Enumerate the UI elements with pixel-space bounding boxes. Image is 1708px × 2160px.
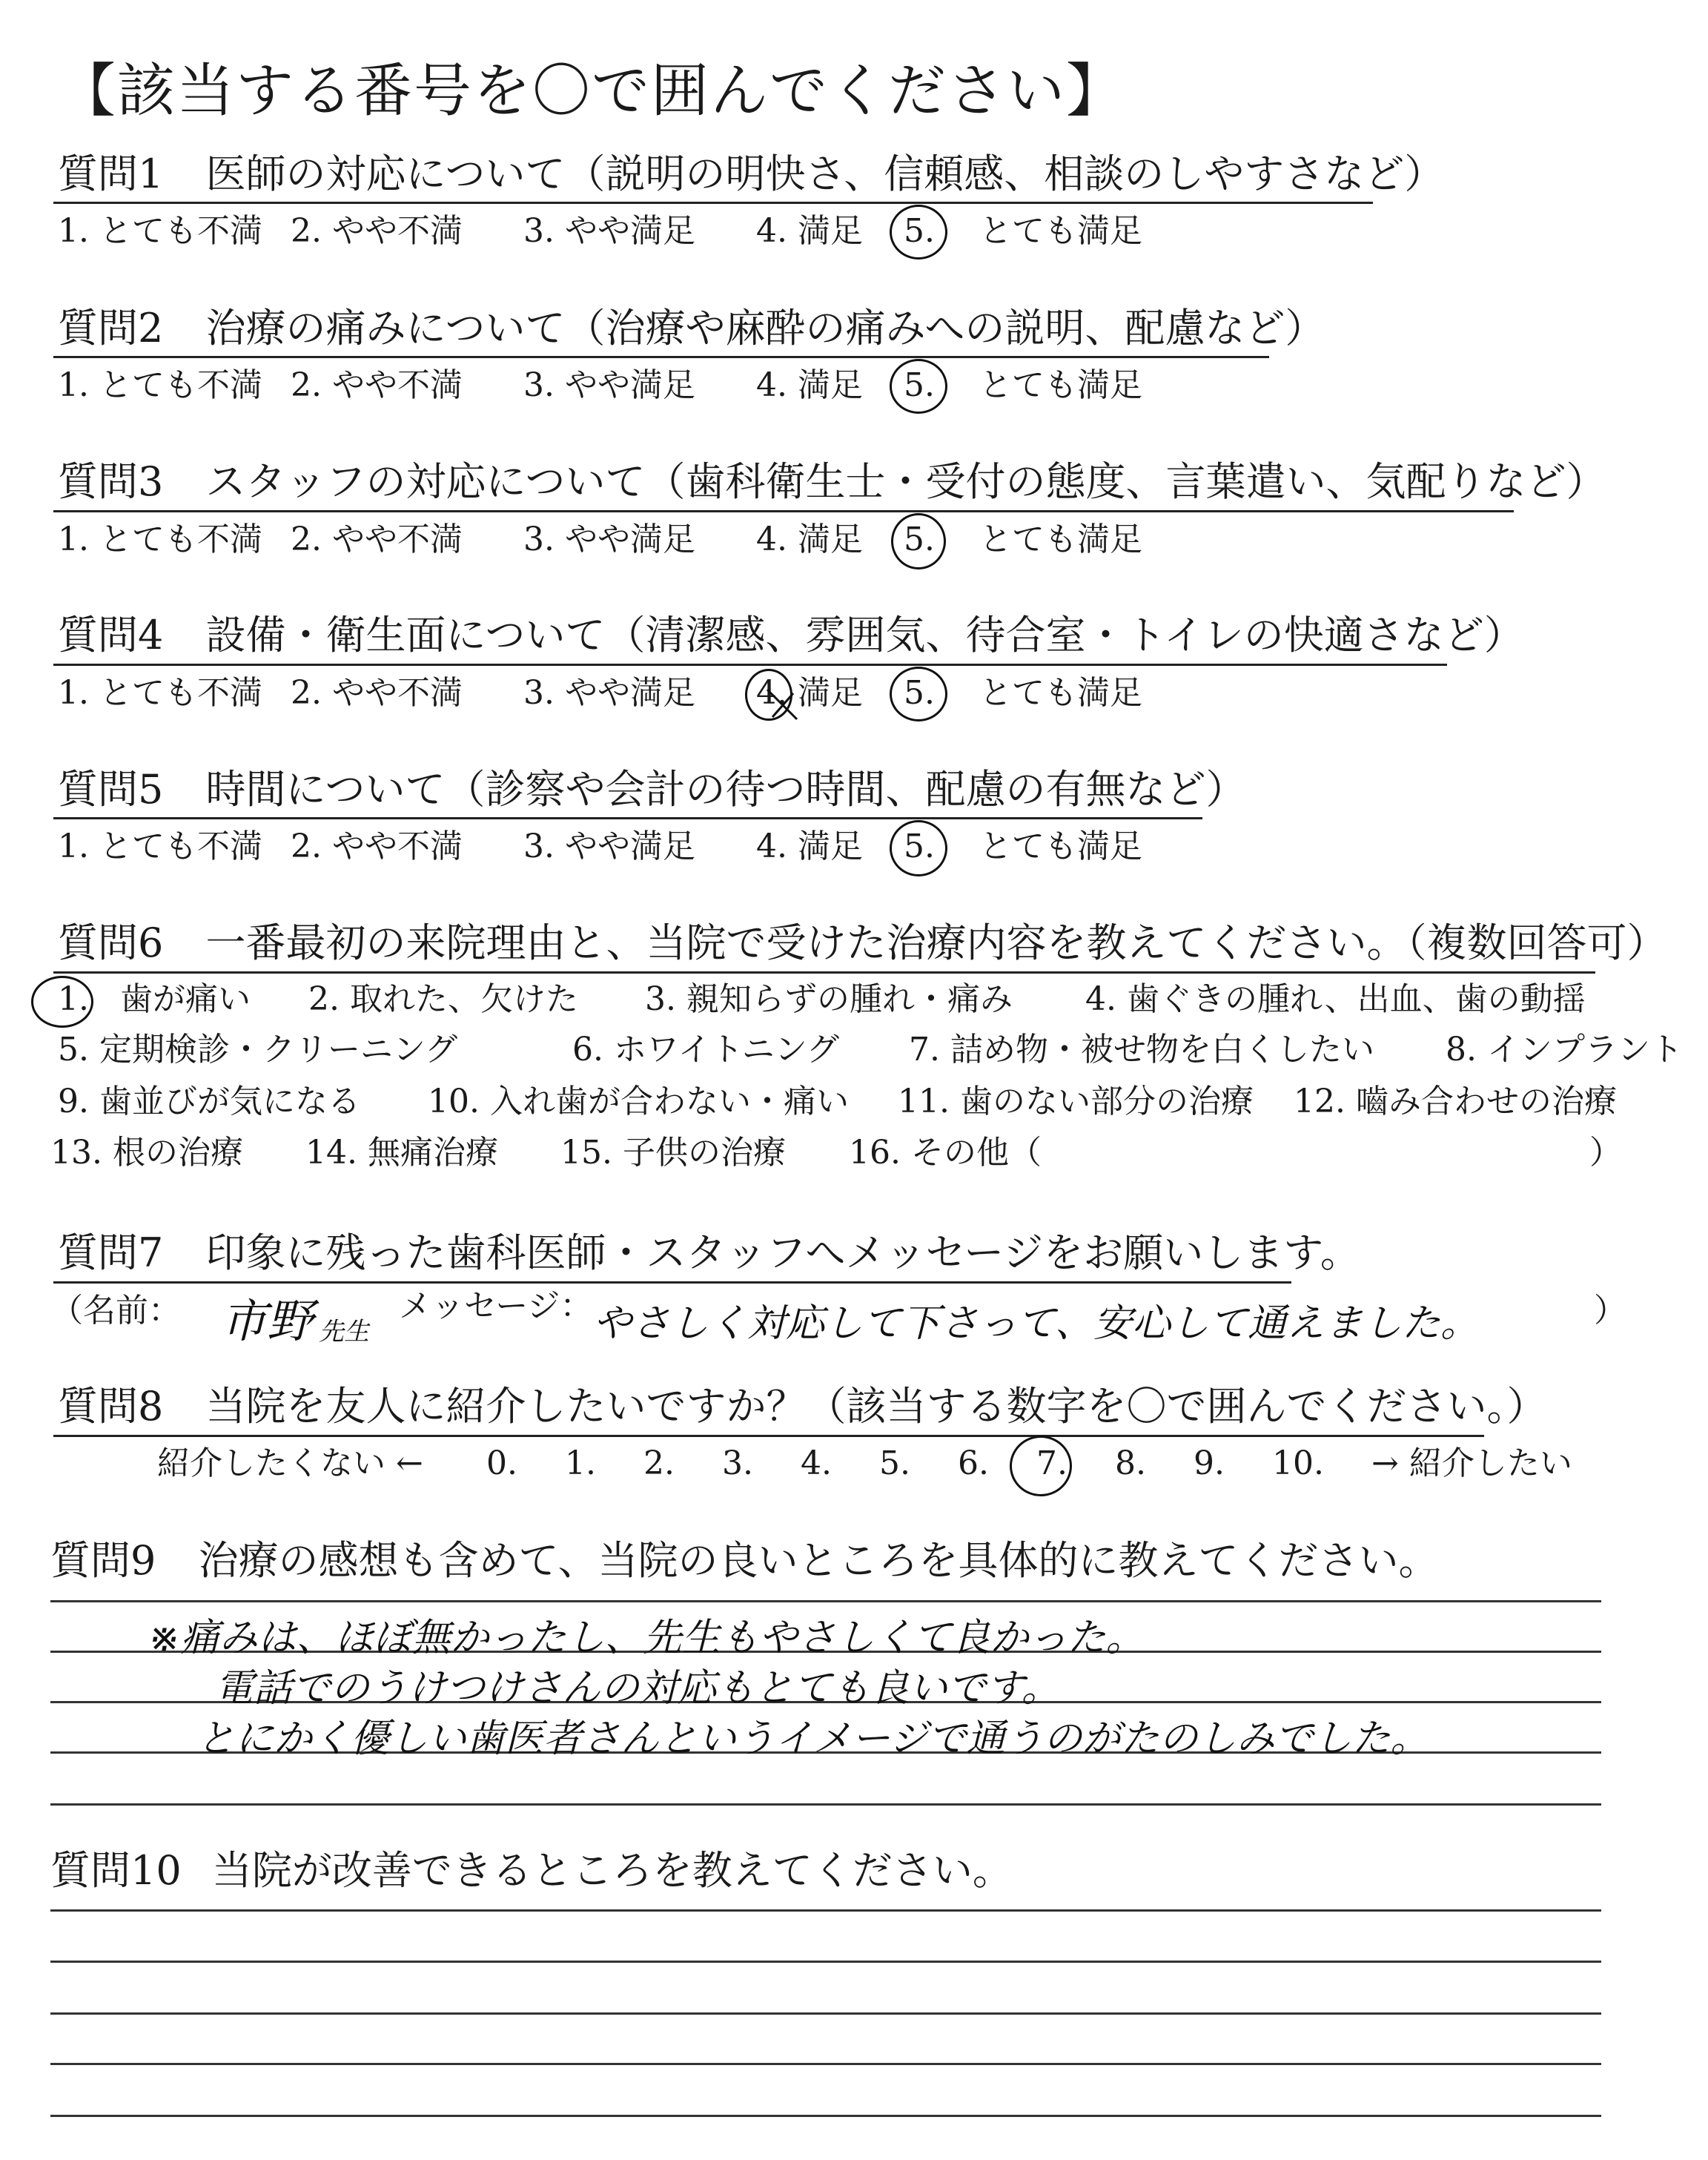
q5-underline <box>53 817 1202 819</box>
q6-row-1 <box>58 977 1586 1022</box>
q10-answer-line-4 <box>50 2063 1601 2065</box>
q2-options <box>58 363 1142 408</box>
q3-selection-circle <box>891 513 946 569</box>
q6-option-10[interactable]: 10. 入れ歯が合わない・痛い <box>428 1083 849 1120</box>
form-header: 【該当する番号を〇で囲んでください】 <box>58 58 1126 125</box>
q3-title-row <box>58 456 1606 508</box>
q2-option-4[interactable]: 4. 満足 <box>756 366 863 404</box>
q10-answer-line-2 <box>50 1961 1601 1963</box>
q4-option-4[interactable]: 4. 満足 <box>756 674 863 712</box>
q9-answer-text-3: とにかく優しい歯医者さんというイメージで通うのがたのしみでした。 <box>196 1717 1429 1761</box>
q6-option-12[interactable]: 12. 嚙み合わせの治療 <box>1294 1083 1617 1120</box>
q3-label: 質問3 <box>58 458 164 505</box>
q9-label: 質問9 <box>50 1537 156 1584</box>
q6-option-2[interactable]: 2. 取れた、欠けた <box>308 980 578 1018</box>
q2-label: 質問2 <box>58 305 164 351</box>
q8-selection-circle <box>1010 1436 1072 1496</box>
q1-title-row <box>58 148 1444 200</box>
q5-label: 質問5 <box>58 766 164 813</box>
q6-underline <box>53 971 1595 974</box>
q10-label: 質問10 <box>50 1847 182 1894</box>
q9-title-row <box>50 1535 1438 1587</box>
q1-option-2[interactable]: 2. やや不満 <box>291 212 463 250</box>
q1-label: 質問1 <box>58 151 164 197</box>
q7-name-label: （名前： <box>50 1292 181 1330</box>
q6-option-11[interactable]: 11. 歯のない部分の治療 <box>898 1083 1254 1120</box>
q7-name-handwritten: 市野 <box>221 1294 314 1348</box>
q6-option-16[interactable]: 16. その他（ <box>849 1134 1042 1172</box>
q6-option-7[interactable]: 7. 詰め物・被せ物を白くしたい <box>909 1031 1374 1069</box>
q3-option-1[interactable]: 1. とても不満 <box>58 521 262 558</box>
q4-option-1[interactable]: 1. とても不満 <box>58 674 262 712</box>
q8-title: 当院を友人に紹介したいですか？（該当する数字を〇で囲んでください。） <box>205 1383 1547 1430</box>
q4-title: 設備・衛生面について（清潔感、雰囲気、待合室・トイレの快適さなど） <box>205 612 1524 658</box>
q5-option-2[interactable]: 2. やや不満 <box>291 828 463 865</box>
q8-underline <box>53 1435 1484 1437</box>
q1-option-5-number[interactable]: 5. <box>904 212 935 250</box>
q1-selection-circle <box>890 205 947 260</box>
q5-selection-circle <box>890 820 947 876</box>
q2-option-1[interactable]: 1. とても不満 <box>58 366 262 404</box>
q8-option-6[interactable]: 6. <box>958 1444 989 1482</box>
q4-underline <box>53 664 1447 666</box>
q3-option-3[interactable]: 3. やや満足 <box>523 521 695 558</box>
q6-option-8[interactable]: 8. インプラント <box>1446 1031 1683 1069</box>
q7-message-handwritten: やさしく対応して下さって、安心して通えました。 <box>593 1301 1479 1346</box>
q1-option-4[interactable]: 4. 満足 <box>756 212 863 250</box>
q8-option-3[interactable]: 3. <box>722 1444 753 1482</box>
q4-cross-out-mark <box>764 686 801 723</box>
q4-selection-circle <box>890 667 947 721</box>
q7-underline <box>53 1281 1291 1284</box>
q8-scale-row <box>157 1441 1572 1486</box>
q5-option-1[interactable]: 1. とても不満 <box>58 828 262 865</box>
q8-option-5[interactable]: 5. <box>879 1444 910 1482</box>
q6-option-6[interactable]: 6. ホワイトニング <box>572 1031 840 1069</box>
q7-name-suffix-handwritten: 先生 <box>319 1317 369 1347</box>
q8-option-4[interactable]: 4. <box>801 1444 832 1482</box>
q9-title: 治療の感想も含めて、当院の良いところを具体的に教えてください。 <box>198 1537 1439 1584</box>
q4-option-5-label[interactable]: とても満足 <box>979 674 1142 712</box>
q8-option-8[interactable]: 8. <box>1115 1444 1146 1482</box>
q10-answer-line-3 <box>50 2012 1601 2015</box>
q2-option-2[interactable]: 2. やや不満 <box>291 366 463 404</box>
q9-answer-text-2: 電話でのうけつけさんの対応もとても良いです。 <box>215 1666 1060 1711</box>
q1-option-1[interactable]: 1. とても不満 <box>58 212 262 250</box>
q10-answer-line-5 <box>50 2115 1601 2117</box>
q1-underline <box>53 202 1373 204</box>
q6-row-3 <box>58 1080 1617 1124</box>
q3-option-2[interactable]: 2. やや不満 <box>291 521 463 558</box>
q8-option-10[interactable]: 10. <box>1272 1444 1324 1482</box>
q6-title-row <box>58 917 1667 969</box>
q8-right-label: → 紹介したい <box>1371 1444 1572 1482</box>
q6-row-2 <box>58 1028 1683 1072</box>
q10-title: 当院が改善できるところを教えてください。 <box>211 1847 1013 1894</box>
q2-underline <box>53 356 1269 358</box>
q6-option-1-number[interactable]: 1. <box>58 980 89 1018</box>
q3-title: スタッフの対応について（歯科衛生士・受付の態度、言葉遣い、気配りなど） <box>205 458 1606 505</box>
q7-label: 質問7 <box>58 1229 164 1276</box>
q3-option-5-label[interactable]: とても満足 <box>979 521 1142 558</box>
q7-close-paren: ） <box>1594 1292 1626 1330</box>
q2-option-5-label[interactable]: とても満足 <box>979 366 1142 404</box>
q6-label: 質問6 <box>58 919 164 966</box>
q6-row-4 <box>50 1131 1622 1175</box>
q8-left-label: 紹介したくない ← <box>157 1444 423 1482</box>
q4-title-row <box>58 610 1524 661</box>
q6-title: 一番最初の来院理由と、当院で受けた治療内容を教えてください。（複数回答可） <box>205 919 1667 966</box>
q5-option-4[interactable]: 4. 満足 <box>756 828 863 865</box>
q2-option-3[interactable]: 3. やや満足 <box>523 366 695 404</box>
q7-title-row <box>58 1227 1360 1279</box>
q8-label: 質問8 <box>58 1383 164 1430</box>
q8-option-0[interactable]: 0. <box>486 1444 517 1482</box>
q4-option-2[interactable]: 2. やや不満 <box>291 674 463 712</box>
q6-selection-circle <box>31 976 93 1028</box>
q6-option-13[interactable]: 13. 根の治療 <box>50 1134 243 1172</box>
q8-option-7[interactable]: 7. <box>1036 1444 1068 1482</box>
q4-options <box>58 671 1142 716</box>
q6-option-1-label[interactable]: 歯が痛い <box>120 980 251 1018</box>
q4-option-5-number[interactable]: 5. <box>904 674 935 712</box>
q2-selection-circle <box>890 359 947 414</box>
q6-option-4[interactable]: 4. 歯ぐきの腫れ、出血、歯の動揺 <box>1085 980 1586 1018</box>
q6-option-9[interactable]: 9. 歯並びが気になる <box>58 1083 360 1120</box>
q5-option-3[interactable]: 3. やや満足 <box>523 828 695 865</box>
q9-answer-text-1: ※痛みは、ほぼ無かったし、先生もやさしくて良かった。 <box>148 1616 1145 1660</box>
q10-title-row <box>50 1845 1013 1897</box>
q6-option-3[interactable]: 3. 親知らずの腫れ・痛み <box>645 980 1013 1018</box>
q2-title: 治療の痛みについて（治療や麻酔の痛みへの説明、配慮など） <box>205 305 1325 351</box>
q3-option-5-number[interactable]: 5. <box>904 521 935 558</box>
q5-option-5-number[interactable]: 5. <box>904 828 935 865</box>
q9-answer-line-1 <box>50 1600 1601 1602</box>
q8-option-9[interactable]: 9. <box>1194 1444 1225 1482</box>
q9-answer-line-5 <box>50 1803 1601 1806</box>
q8-option-2[interactable]: 2. <box>643 1444 675 1482</box>
q5-options <box>58 825 1142 869</box>
q5-title-row <box>58 764 1245 816</box>
q4-option-3[interactable]: 3. やや満足 <box>523 674 695 712</box>
q7-message-label: メッセージ： <box>399 1287 593 1325</box>
q4-label: 質問4 <box>58 612 164 658</box>
q3-options <box>58 518 1142 562</box>
q7-title: 印象に残った歯科医師・スタッフへメッセージをお願いします。 <box>205 1229 1360 1276</box>
q2-option-5-number[interactable]: 5. <box>904 366 935 404</box>
q5-option-5-label[interactable]: とても満足 <box>979 828 1142 865</box>
q10-answer-line-1 <box>50 1909 1601 1912</box>
q3-underline <box>53 510 1514 512</box>
q1-option-3[interactable]: 3. やや満足 <box>523 212 695 250</box>
q2-title-row <box>58 303 1325 354</box>
q8-option-1[interactable]: 1. <box>565 1444 596 1482</box>
q6-option-14[interactable]: 14. 無痛治療 <box>305 1134 498 1172</box>
q1-options <box>58 209 1142 254</box>
q6-option-15[interactable]: 15. 子供の治療 <box>560 1134 786 1172</box>
q1-title: 医師の対応について（説明の明快さ、信頼感、相談のしやすさなど） <box>205 151 1445 197</box>
q6-other-close-paren: ） <box>1589 1134 1622 1172</box>
q8-title-row <box>58 1381 1547 1433</box>
q5-title: 時間について（診察や会計の待つ時間、配慮の有無など） <box>205 766 1246 813</box>
q1-option-5-label[interactable]: とても満足 <box>979 212 1142 250</box>
q6-option-5[interactable]: 5. 定期検診・クリーニング <box>58 1031 458 1069</box>
q3-option-4[interactable]: 4. 満足 <box>756 521 863 558</box>
